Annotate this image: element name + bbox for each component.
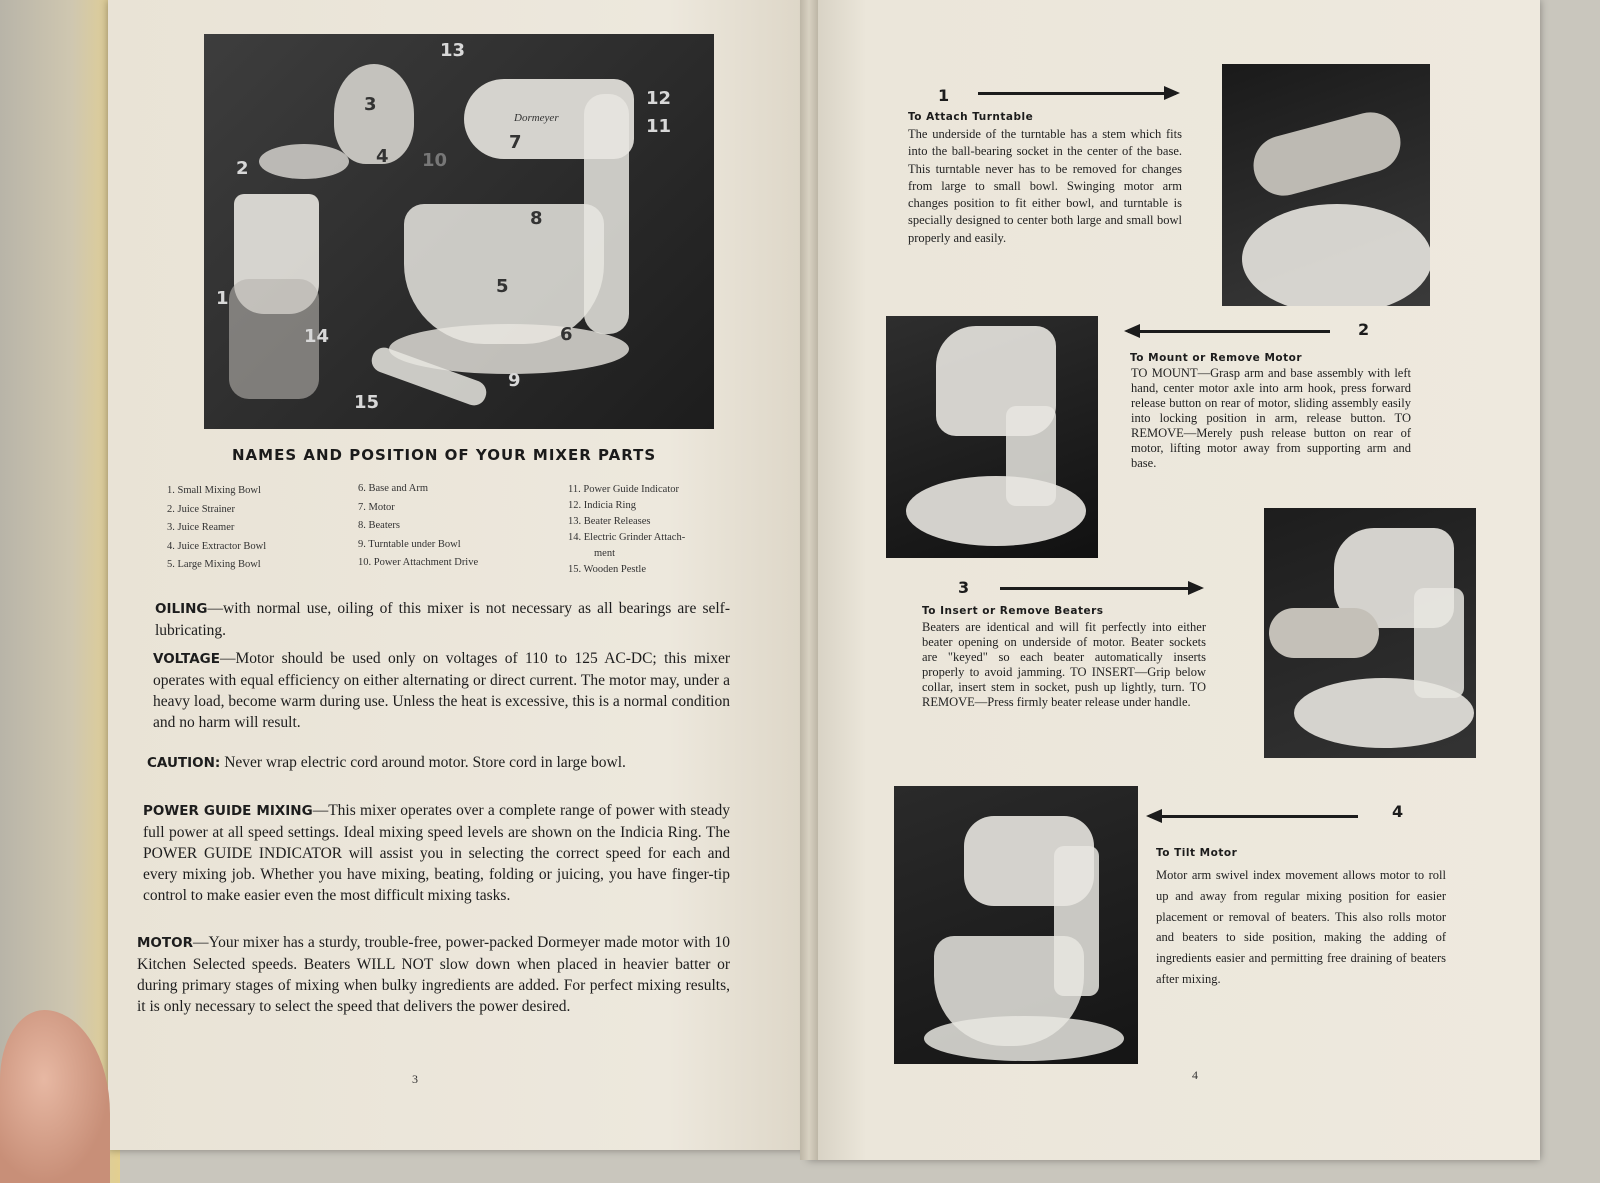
photo-number-9: 9	[508, 370, 521, 391]
caution-text: Never wrap electric cord around motor. Store cord in large bowl.	[220, 754, 626, 771]
part-item: 1. Small Mixing Bowl	[167, 485, 261, 496]
step-3-photo	[1264, 508, 1476, 758]
page-number-right: 4	[1192, 1068, 1198, 1082]
power-guide-text: —This mixer operates over a complete range of power with steady full power at all speed settings. Ideal mixing speed levels are shown on the Indicia Ring. The POWER GUIDE INDICATOR will assist you in selecting the correct speed for each and every mixing job. Whether you have mixing, beating, folding or juicing, you have finger-tip control to make easier even the most difficult mixing tasks.	[143, 802, 730, 904]
part-item: 6. Base and Arm	[358, 483, 428, 494]
part-item: 11. Power Guide Indicator	[568, 484, 679, 495]
brand-label: Dormeyer	[514, 112, 559, 124]
part-item: 13. Beater Releases	[568, 516, 651, 527]
step-1-title: To Attach Turntable	[908, 111, 1034, 123]
photo-number-12: 12	[646, 88, 672, 109]
base-shape	[924, 1016, 1124, 1061]
step-2-body: TO MOUNT—Grasp arm and base assembly with left hand, center motor axle into arm hook, press forward release button on rear of motor, sliding assembly easily into locking position in arm, release button. TO REMOVE—Merely push release button on rear of motor, lifting motor away from supporting arm and base.	[1131, 366, 1411, 470]
voltage-lead: VOLTAGE	[153, 651, 220, 667]
photo-number-8: 8	[530, 208, 543, 229]
part-item: 15. Wooden Pestle	[568, 564, 646, 575]
page-number-left: 3	[412, 1072, 418, 1086]
oiling-text: —with normal use, oiling of this mixer is not necessary as all bearings are self-lubricating.	[155, 600, 730, 639]
turntable-shape	[1242, 204, 1430, 306]
parts-list-column-2	[358, 480, 478, 573]
step-1-number: 1	[938, 86, 950, 105]
part-item: 2. Juice Strainer	[167, 503, 235, 515]
photo-number-14: 14	[304, 326, 330, 347]
part-item: 10. Power Attachment Drive	[358, 557, 479, 568]
step-2-number: 2	[1358, 320, 1370, 339]
photo-number-6: 6	[560, 324, 573, 345]
step-2-title: To Mount or Remove Motor	[1130, 352, 1303, 364]
motor-lead: MOTOR	[137, 935, 193, 951]
parts-heading: NAMES AND POSITION OF YOUR MIXER PARTS	[232, 446, 657, 464]
step-4-arrow	[1150, 815, 1358, 818]
part-item: 12. Indicia Ring	[568, 500, 636, 511]
step-3-title: To Insert or Remove Beaters	[922, 605, 1104, 617]
step-3-arrow	[1000, 587, 1200, 590]
step-2-arrow	[1128, 330, 1330, 333]
photo-number-5: 5	[496, 276, 509, 297]
photo-number-3: 3	[364, 94, 377, 115]
step-1-photo	[1222, 64, 1430, 306]
caution-paragraph	[147, 752, 730, 774]
step-1-arrow	[978, 92, 1176, 95]
step-4-photo	[894, 786, 1138, 1064]
mixer-parts-photo	[204, 34, 714, 429]
power-guide-lead: POWER GUIDE MIXING	[143, 803, 313, 819]
voltage-paragraph	[153, 648, 730, 733]
part-item: 4. Juice Extractor Bowl	[167, 540, 267, 552]
part-item: 8. Beaters	[358, 520, 400, 531]
book-spine	[800, 0, 818, 1160]
step-1-body: The underside of the turntable has a stem which fits into the ball-bearing socket in the center of the base. This turntable never has to be removed for changes from large to small bowl. Swinging motor arm changes position to fit either bowl, and turntable is specially designed to center both large and small bowl properly and easily.	[908, 127, 1182, 245]
background-edge	[0, 0, 120, 1183]
photo-number-2: 2	[236, 158, 249, 179]
motor-text: —Your mixer has a sturdy, trouble-free, power-packed Dormeyer made motor with 10 Kitchen Selected speeds. Beaters WILL NOT slow down when placed in heavier batter or during primary stages of mixing when bulky ingredients are added. For perfect mixing results, it is only necessary to select the speed that delivers the power desired.	[137, 934, 730, 1015]
photo-number-7: 7	[509, 132, 522, 153]
power-guide-paragraph	[143, 800, 730, 906]
part-item: 9. Turntable under Bowl	[358, 538, 461, 550]
step-4-title: To Tilt Motor	[1156, 847, 1238, 859]
voltage-text: —Motor should be used only on voltages of 110 to 125 AC-DC; this mixer operates with equal efficiency on either alternating or direct current. The motor may, under a heavy load, become warm during use. Unless the heat is excessive, this is a normal condition and no harm will result.	[153, 650, 730, 731]
step-2-photo	[886, 316, 1098, 558]
oiling-paragraph	[155, 598, 730, 641]
photo-number-15: 15	[354, 392, 380, 413]
part-item: 7. Motor	[358, 501, 395, 513]
step-3-body: Beaters are identical and will fit perfectly into either beater opening on underside of motor. Beater sockets are "keyed" so each beater automatically inserts properly to avoid jamming. TO INSERT—Grip below collar, insert stem in socket, push up lightly, turn. TO REMOVE—Press firmly beater release under handle.	[922, 620, 1206, 709]
part-item: 3. Juice Reamer	[167, 522, 235, 533]
strainer-shape	[259, 144, 349, 179]
caution-lead: CAUTION:	[147, 755, 221, 771]
arm-shape	[1414, 588, 1464, 698]
part-item: 14. Electric Grinder Attach-	[568, 532, 686, 543]
part-item: ment	[594, 548, 615, 559]
hand-shape	[1269, 608, 1379, 658]
photo-number-11: 11	[646, 116, 672, 137]
photo-number-1: 1	[216, 288, 229, 309]
step-4-body: Motor arm swivel index movement allows motor to roll up and away from regular mixing position for easier placement or removal of beaters. This also rolls motor and beaters to side position, making the adding of ingredients easier and permitting free draining of beaters after mixing.	[1156, 868, 1446, 986]
large-bowl-shape	[404, 204, 604, 344]
photo-number-10: 10	[422, 150, 448, 171]
arm-shape	[1054, 846, 1099, 996]
step-3-number: 3	[958, 578, 970, 597]
base-shape	[906, 476, 1086, 546]
photo-number-4: 4	[376, 146, 389, 167]
parts-list-column-1	[167, 482, 266, 575]
photo-number-13: 13	[440, 40, 466, 61]
step-4-number: 4	[1392, 802, 1404, 821]
motor-paragraph	[137, 932, 730, 1017]
oiling-lead: OILING	[155, 601, 208, 617]
parts-list-column-3	[568, 482, 685, 578]
arm-shape	[1006, 406, 1056, 506]
part-item: 5. Large Mixing Bowl	[167, 559, 261, 570]
hand-shape	[1247, 106, 1407, 203]
